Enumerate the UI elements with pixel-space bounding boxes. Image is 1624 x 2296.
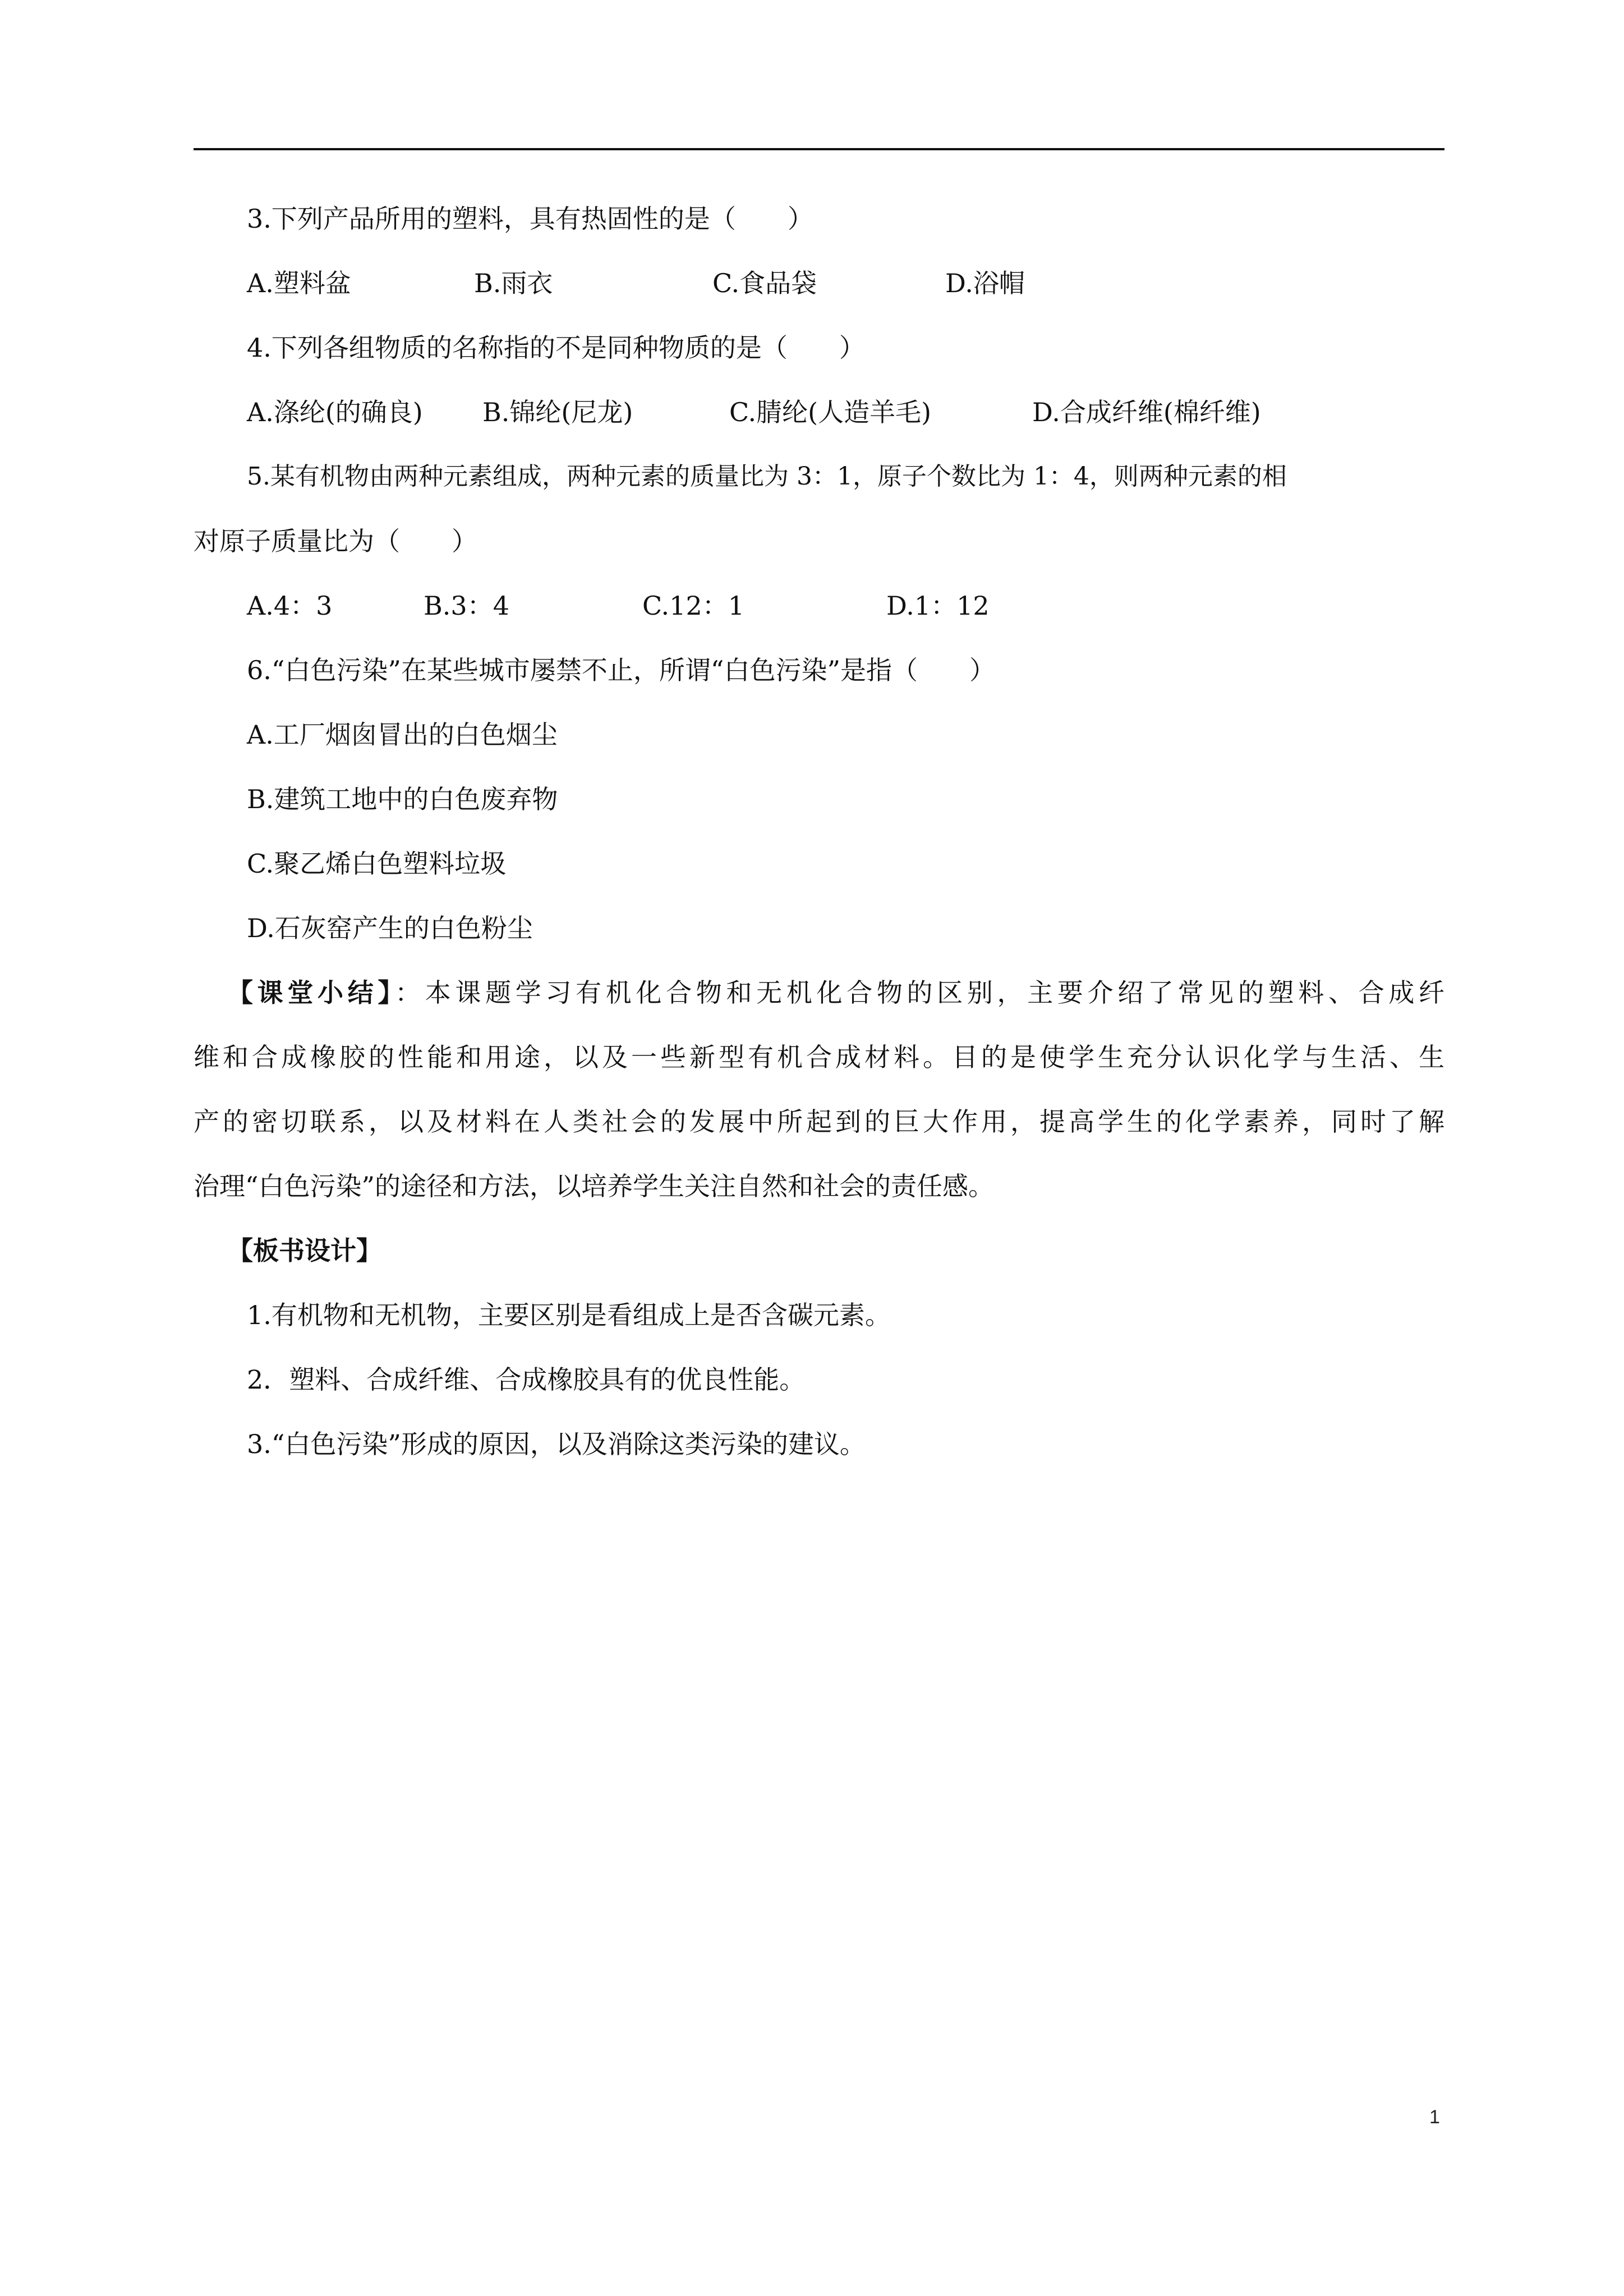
question-4-option-c: C.腈纶(人造羊毛) (729, 397, 932, 427)
question-6-option-b: B.建筑工地中的白色废弃物 (247, 784, 558, 814)
board-design-heading: 【板书设计】 (227, 1235, 382, 1266)
question-3-option-a: A.塑料盆 (247, 268, 351, 298)
header-rule (194, 148, 1444, 150)
page-number: 1 (1429, 2106, 1440, 2128)
question-5-stem-line-1: 5.某有机物由两种元素组成，两种元素的质量比为 3：1，原子个数比为 1：4，则两种元素的相 (247, 462, 1287, 491)
question-5-option-d: D.1：12 (886, 591, 990, 621)
board-design-item-3: 3.“白色污染”形成的原因，以及消除这类污染的建议。 (247, 1429, 866, 1459)
question-3-options (194, 266, 1444, 300)
question-4-stem: 4.下列各组物质的名称指的不是同种物质的是（ ） (247, 333, 865, 363)
question-5-option-c: C.12：1 (642, 591, 744, 621)
question-6-stem: 6.“白色污染”在某些城市屡禁不止，所谓“白色污染”是指（ ） (247, 655, 995, 685)
class-summary-text-1: ：本课题学习有机化合物和无机化合物的区别，主要介绍了常见的塑料、合成纤 (395, 978, 1445, 1008)
question-5-option-b: B.3：4 (424, 591, 509, 621)
class-summary-line-1 (194, 976, 1444, 1009)
question-3-option-d: D.浴帽 (945, 268, 1025, 298)
question-3-option-b: B.雨衣 (474, 268, 553, 298)
class-summary-line-3: 产的密切联系，以及材料在人类社会的发展中所起到的巨大作用，提高学生的化学素养，同时了解 (194, 1106, 1444, 1137)
question-4-option-b: B.锦纶(尼龙) (482, 397, 633, 427)
question-4-options (194, 395, 1444, 429)
class-summary-line-2: 维和合成橡胶的性能和用途，以及一些新型有机合成材料。目的是使学生充分认识化学与生活、生 (194, 1042, 1444, 1072)
question-5-stem-line-2: 对原子质量比为（ ） (194, 526, 477, 556)
question-3-option-c: C.食品袋 (712, 268, 817, 298)
question-6-option-a: A.工厂烟囱冒出的白色烟尘 (247, 720, 558, 750)
question-5-options (194, 589, 1444, 623)
question-6-option-d: D.石灰窑产生的白色粉尘 (247, 913, 533, 943)
question-6-option-c: C.聚乙烯白色塑料垃圾 (247, 849, 507, 879)
question-3-stem: 3.下列产品所用的塑料，具有热固性的是（ ） (247, 204, 813, 234)
board-design-item-1: 1.有机物和无机物，主要区别是看组成上是否含碳元素。 (247, 1300, 891, 1330)
document-body (194, 202, 1444, 1492)
class-summary (194, 976, 1444, 1203)
question-4-option-d: D.合成纤维(棉纤维) (1032, 397, 1261, 427)
class-summary-line-4: 治理“白色污染”的途径和方法，以培养学生关注自然和社会的责任感。 (194, 1171, 995, 1201)
question-4-option-a: A.涤纶(的确良) (247, 397, 423, 427)
class-summary-heading: 【课堂小结】 (227, 978, 395, 1008)
question-5-option-a: A.4：3 (247, 591, 333, 621)
board-design-item-2: 2．塑料、合成纤维、合成橡胶具有的优良性能。 (247, 1364, 806, 1395)
